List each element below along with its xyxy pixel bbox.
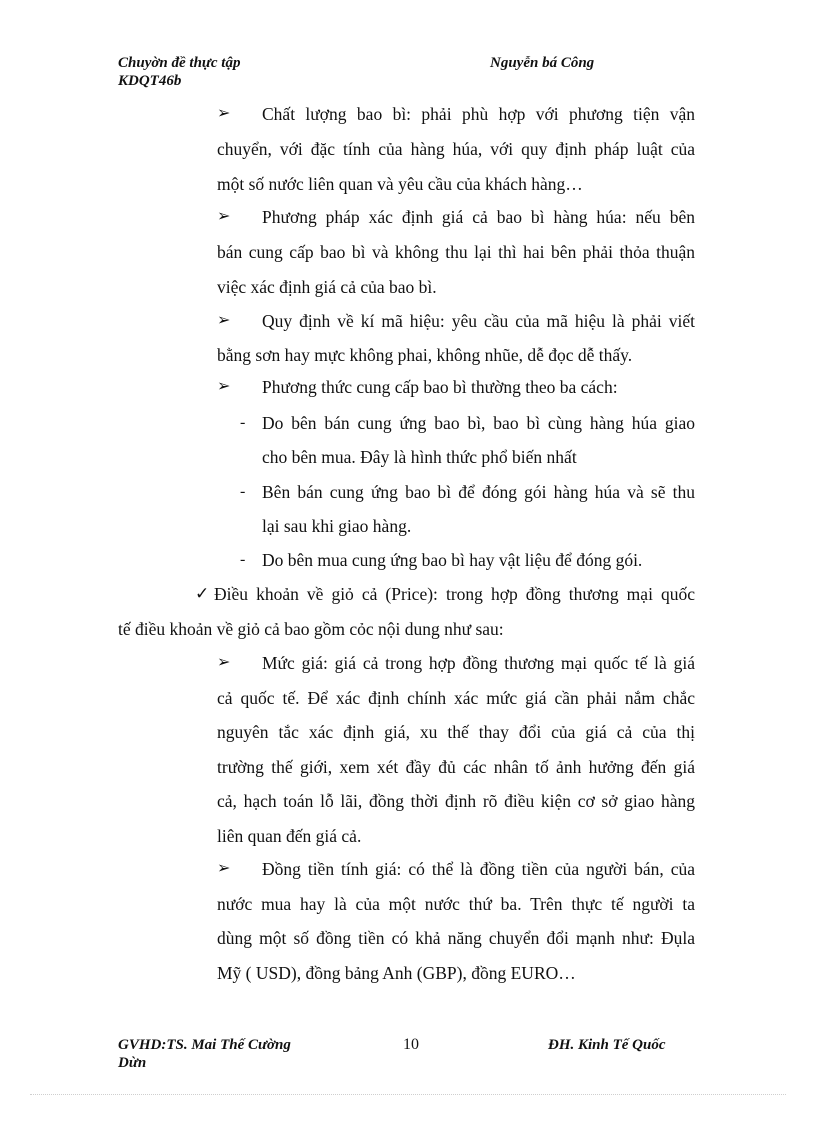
paragraph-line: Mức giá: giá cả trong hợp đồng thương mại quốc tế là giá (262, 653, 695, 673)
paragraph-line: Điều khoản về giỏ cả (Price): trong hợp đồng thương mại quốc (214, 584, 695, 604)
footer-advisor-line1: GVHD:TS. Mai Thế Cường (118, 1037, 291, 1053)
list-item-line: lại sau khi giao hàng. (262, 516, 412, 536)
paragraph-line: bằng sơn hay mực không phai, không nhũe, dễ đọc dễ thấy. (217, 345, 633, 365)
paragraph-line: nước mua hay là của một nước thứ ba. Trên thực tế người ta (217, 894, 695, 914)
paragraph-line: chuyển, với đặc tính của hàng húa, với quy định pháp luật của (217, 139, 695, 159)
header-class: KDQT46b (118, 73, 182, 89)
paragraph-line: trường thế giới, xem xét đầy đủ các nhân tố ảnh hưởng đến giá (217, 757, 695, 777)
paragraph-line: liên quan đến giá cả. (217, 826, 362, 846)
arrow-bullet-icon: ➢ (217, 312, 231, 329)
page-bottom-divider (30, 1094, 786, 1095)
dash-bullet: - (240, 551, 246, 568)
paragraph-line: bán cung cấp bao bì và không thu lại thì hai bên phải thỏa thuận (217, 242, 695, 262)
footer-advisor (118, 1036, 338, 1072)
paragraph-line: cả quốc tế. Để xác định chính xác mức giá cần phải nắm chắc (217, 688, 695, 708)
paragraph-line: Chất lượng bao bì: phải phù hợp với phương tiện vận (262, 104, 695, 124)
paragraph-line: một số nước liên quan và yêu cầu của khách hàng… (217, 174, 583, 194)
list-item-line: Do bên bán cung ứng bao bì, bao bì cùng hàng húa giao (262, 413, 695, 433)
header-author: Nguyễn bá Công (490, 55, 595, 71)
arrow-bullet-icon: ➢ (217, 378, 231, 395)
paragraph-line: cả, hạch toán lỗ lãi, đồng thời định rõ điều kiện cơ sở giao hàng (217, 791, 695, 811)
paragraph-line: việc xác định giá cả của bao bì. (217, 277, 437, 297)
dash-bullet: - (240, 414, 246, 431)
dash-bullet: - (240, 483, 246, 500)
paragraph-line: Phương pháp xác định giá cả bao bì hàng húa: nếu bên (262, 207, 695, 227)
paragraph-line: nguyên tắc xác định giá, xu thế thay đổi của giá cả của thị (217, 722, 695, 742)
arrow-bullet-icon: ➢ (217, 105, 231, 122)
page-number: 10 (403, 1036, 419, 1053)
list-item-line: Bên bán cung ứng bao bì để đóng gói hàng húa và sẽ thu (262, 482, 695, 502)
paragraph-line: dùng một số đồng tiền có khả năng chuyển đổi mạnh như: Đụla (217, 928, 695, 948)
checkmark-icon: ✓ (195, 584, 210, 603)
list-item-line: cho bên mua. Đây là hình thức phổ biến nhất (262, 447, 577, 467)
arrow-bullet-icon: ➢ (217, 654, 231, 671)
paragraph-line: Quy định về kí mã hiệu: yêu cầu của mã hiệu là phải viết (262, 311, 695, 331)
paragraph-line: tế điều khoản về giỏ cả bao gồm cỏc nội dung như sau: (118, 619, 504, 639)
paragraph-line: Mỹ ( USD), đồng bảng Anh (GBP), đồng EURO… (217, 963, 576, 983)
footer-university: ĐH. Kinh Tế Quốc (548, 1037, 666, 1053)
paragraph-line: Đồng tiền tính giá: có thể là đồng tiền của người bán, của (262, 859, 695, 879)
arrow-bullet-icon: ➢ (217, 208, 231, 225)
arrow-bullet-icon: ➢ (217, 860, 231, 877)
header-course: Chuyờn đề thực tập (118, 55, 241, 71)
paragraph-line: Phương thức cung cấp bao bì thường theo ba cách: (262, 377, 618, 397)
list-item-line: Do bên mua cung ứng bao bì hay vật liệu để đóng gói. (262, 550, 643, 570)
footer-advisor-line2: Dừn (118, 1055, 147, 1071)
